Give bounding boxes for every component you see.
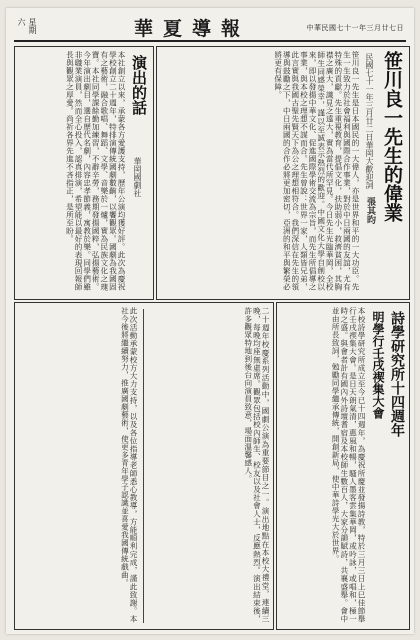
article-sasakawa-title: 笹川良一先生的偉業 — [381, 51, 403, 222]
article-performance-body: 本社創立以來，承蒙各方愛護支持，歷年公演均獲好評。此次為慶祝學校創立二十週年，特排演傳統國劇數齣，以饗觀眾。國劇為我國固有之藝術，融合歌唱、舞蹈、文學、音樂於一爐，實為民族文化之瑰寶。本社同學課餘勤加練習，不辭辛勞，務期發揚國粹，弘揚藝術。今年演出劇目，選自歷代名劇，內容忠孝節義，寓教於樂。同學們雖非職業演員，然而全心投入，認真排演，希望能以最好的表現回報師長與觀眾之厚愛。尚祈各界先進不吝指正，是所至盼。 — [65, 51, 126, 291]
masthead — [14, 14, 406, 42]
article-sasakawa — [156, 46, 410, 300]
article-lower-body1: 二十週年校慶系列活動中，國劇公演為重要節目之一。演出地點在本校大禮堂，連續三晚，每晚均座無虛席。觀眾包括校內師生、校友以及社會人士，反應熱烈。演出結束後，許多觀眾特地到後台向演員致意，場面溫馨感人。 — [243, 307, 270, 623]
article-poetry-subtitle: 明學行壬戌禊集大會 — [371, 311, 385, 419]
issue-date: 中華民國七十一年三月廿七日 — [306, 24, 404, 32]
article-performance-author: 華岡國劇社 — [133, 157, 142, 197]
article-poetry-body: 本校詩學研究所成立至今已十四週年，為慶祝所慶並發揚詩教，特於三月三日上巳佳節舉行壬戌禊集大會。是日天朗氣清，惠風和暢，騷人墨客雲集華岡，或吟詠，或唱和，極一時之盛。與會者計有國內外詩壇耆宿及本校師生數百人，大家分韻賦詩，共襄盛舉。會中並由所長致詞，勉勵同學繼承傳統，開創新局，使中華詩學光大於世界。 — [331, 307, 366, 623]
article-performance — [14, 46, 154, 300]
article-sasakawa-subtitle: 民國七十一年三月廿二日華岡大歡迎詞 — [365, 53, 374, 189]
newspaper-name: 華夏導報 — [134, 18, 251, 40]
article-sasakawa-author: 張其昀 — [365, 197, 375, 224]
article-poetry-title: 詩學研究所十四週年 — [389, 311, 405, 437]
article-poetry-institute — [276, 302, 410, 630]
article-lower-body2: 此次活動承蒙校方大力支持，以及各位指導老師悉心教導，方能順利完成，謹此致謝。本社今後將繼續努力，推廣國劇藝術，使更多青年學子認識並喜愛我國傳統戲曲。 — [120, 307, 138, 623]
article-performance-title: 演出的話 — [130, 55, 148, 115]
newspaper-page — [6, 8, 414, 634]
article-lower-left — [14, 302, 274, 630]
article-sasakawa-body: 笹川良一先生是日本國民的一大偉人，亦是世界和平的一大功臣。先生一生致力於社會福利與國際合作事業，對於中日兩國的友誼，尤有特殊的貢獻。先生重視教育，提倡文化，扶助弱小，救濟貧困，其胸襟之廣大，識見之遠大，實為當代所罕見。今日先生光臨華岡，全校師生同感榮幸，謹以至誠表示熱烈的歡迎。中國文化大學自創校以來，即以發揚中華文化、促進國際學術交流為宗旨，而先生所倡導之事業，與本校之理想不謀而合。先生曾說：世界一家，人類皆兄弟，此言實與我國古聖先賢天下為公之理想相符合。我們深信在先生的領導與鼓勵之下，中日兩國的合作必將更加密切，亞洲的和平與繁榮必將更有保障。 — [273, 51, 360, 291]
column-rule — [143, 309, 144, 623]
section-label: 星期六 — [17, 18, 37, 34]
